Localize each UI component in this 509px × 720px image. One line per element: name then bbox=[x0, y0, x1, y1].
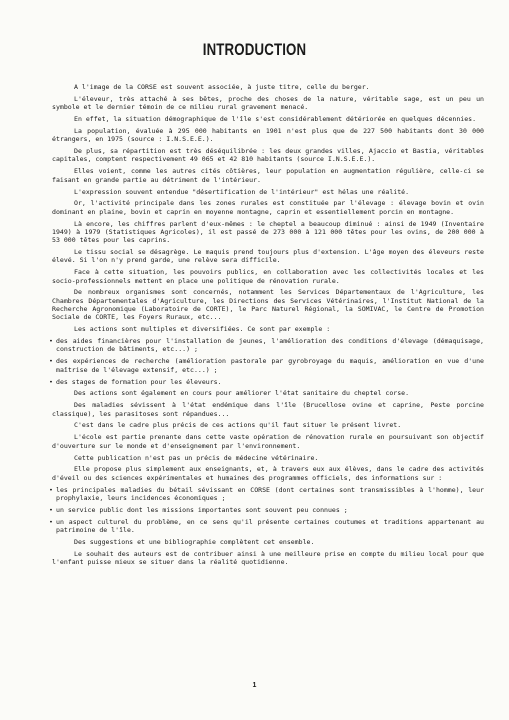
paragraph-text: Des suggestions et une bibliographie complètent cet ensemble. bbox=[74, 537, 315, 546]
bullet-dot-icon: • bbox=[49, 357, 53, 366]
bullet-item bbox=[49, 517, 484, 535]
paragraph-text: De plus, sa répartition est très déséquilibrée : les deux grandes villes, Ajaccio et Bastia, véritables capitales, comptent respectivement 49 065 et 42 810 habitants (source I.N.S.E.E.). bbox=[52, 147, 484, 164]
paragraph bbox=[52, 465, 484, 482]
paragraph bbox=[52, 95, 484, 112]
bullet-dot-icon: • bbox=[49, 337, 53, 346]
bullet-dot-icon: • bbox=[49, 505, 53, 514]
paragraph-text: A l'image de la CORSE est souvent associée, à juste titre, celle du berger. bbox=[74, 83, 370, 91]
page-title: INTRODUCTION bbox=[202, 40, 307, 59]
paragraph bbox=[52, 167, 484, 184]
paragraph-text: des expériences de recherche (amélioration pastorale par gyrobroyage du maquis, amélioration en vue d'une maîtrise de l'élevage extensif, etc...) ; bbox=[56, 357, 484, 374]
page-number: 1 bbox=[252, 682, 257, 689]
paragraph-text: Des actions sont également en cours pour améliorer l'état sanitaire du cheptel corse. bbox=[74, 389, 410, 398]
paragraph-text: des aides financières pour l'installation de jeunes, l'amélioration des conditions d'élevage (démaquisage, construction de bâtiments, etc...) ; bbox=[56, 337, 484, 354]
paragraph-text: Or, l'activité principale dans les zones rurales est constituée par l'élevage : élevage bovin et ovin dominant en plaine, bovin et caprin en moyenne montagne, caprin et essentiellement porcin en montagne. bbox=[52, 199, 484, 216]
paragraph-text: des stages de formation pour les éleveurs. bbox=[56, 377, 222, 386]
paragraph bbox=[52, 433, 484, 450]
paragraph-text: Des maladies sévissent à l'état endémique dans l'île (Brucellose ovine et caprine, Peste porcine classique), les parasitoses sont répandues... bbox=[52, 401, 484, 418]
bullet-dot-icon: • bbox=[49, 377, 53, 386]
paragraph-text: C'est dans le cadre plus précis de ces actions qu'il faut situer le présent livret. bbox=[74, 421, 402, 430]
paragraph-text: Elle propose plus simplement aux enseignants, et, à travers eux aux élèves, dans le cadre des activités d'éveil ou des sciences expérimentales et humaines des programmes officiels, des informations sur : bbox=[52, 465, 484, 482]
paragraph-text: L'éleveur, très attaché à ses bêtes, proche des choses de la nature, véritable sage, est un peu un symbole et le dernier témoin de ce milieu rural gravement menacé. bbox=[52, 94, 484, 112]
paragraph bbox=[52, 538, 484, 546]
paragraph bbox=[52, 147, 484, 164]
paragraph-text: Elles voient, comme les autres cités côtières, leur population en augmentation régulière, celle-ci se faisant en grande partie au détriment de l'intérieur. bbox=[52, 167, 484, 184]
paragraph-text: Là encore, les chiffres parlent d'eux-mêmes : le cheptel a beaucoup diminué : ainsi de 1949 (Inventaire 1949) à 1979 (Statistiques Agricoles), il est passé de 273 000 à 121 000 têtes pour les ovins, de 200 000 à 53 000 têtes pour les caprins. bbox=[52, 219, 484, 245]
bullet-item bbox=[49, 357, 484, 374]
paragraph-text: L'expression souvent entendue "désertification de l'intérieur" est hélas une réalité. bbox=[74, 187, 410, 196]
paragraph bbox=[52, 550, 484, 567]
paragraph-text: les principales maladies du bétail sévissant en CORSE (dont certaines sont transmissibles à l'homme), leur prophylaxie, leurs incidences économiques ; bbox=[56, 485, 484, 502]
paragraph bbox=[52, 389, 484, 397]
bullet-item bbox=[49, 485, 484, 503]
paragraph bbox=[52, 220, 484, 245]
bullet-item bbox=[49, 377, 484, 386]
paragraph bbox=[52, 188, 484, 196]
paragraph bbox=[52, 127, 484, 144]
body-text bbox=[49, 83, 484, 570]
paragraph-text: L'école est partie prenante dans cette vaste opération de rénovation rurale en poursuivant son objectif d'ouverture sur le monde et d'enseignement par l'environnement. bbox=[52, 433, 484, 450]
paragraph-text: un aspect culturel du problème, en ce sens qu'il présente certaines coutumes et traditions appartenant au patrimoine de l'île. bbox=[56, 517, 484, 535]
paragraph bbox=[52, 115, 484, 123]
paragraph-text: En effet, la situation démographique de l'île s'est considérablement détériorée en quelques décennies. bbox=[74, 115, 477, 124]
paragraph-text: un service public dont les missions importantes sont souvent peu connues ; bbox=[56, 505, 348, 514]
paragraph bbox=[52, 83, 484, 91]
paragraph bbox=[52, 325, 484, 333]
paragraph bbox=[52, 288, 484, 321]
paragraph bbox=[52, 421, 484, 429]
bullet-item bbox=[49, 505, 484, 514]
paragraph bbox=[52, 268, 484, 285]
paragraph-text: Les actions sont multiples et diversifiées. Ce sont par exemple : bbox=[74, 325, 331, 334]
paragraph-text: Le tissu social se désagrège. Le maquis prend toujours plus d'extension. L'âge moyen des éleveurs reste élevé. Si l'on n'y prend garde, une relève sera difficile. bbox=[52, 248, 484, 265]
bullet-item bbox=[49, 337, 484, 354]
bullet-dot-icon: • bbox=[49, 485, 53, 494]
paragraph-text: Le souhait des auteurs est de contribuer ainsi à une meilleure prise en compte du milieu local pour que l'enfant puisse mieux se situer dans la réalité quotidienne. bbox=[52, 549, 484, 567]
paragraph-text: La population, évaluée à 295 000 habitants en 1901 n'est plus que de 227 500 habitants dont 30 000 étrangers, en 1975 (source : I.N.S.E.E.). bbox=[52, 126, 484, 144]
paragraph bbox=[52, 401, 484, 418]
paragraph bbox=[52, 199, 484, 216]
paragraph-text: De nombreux organismes sont concernés, notamment les Services Départementaux de l'Agriculture, les Chambres Départementales d'Agriculture, les Directions des Services Vétérinaires, l'Institut National de la Recherche Agronomique (Laboratoire de CORTE), le Parc Naturel Régional, la SOMIVAC, le Centre de Promotion Sociale de CORTE, les Foyers Ruraux, etc... bbox=[52, 288, 484, 322]
paragraph bbox=[52, 248, 484, 265]
bullet-dot-icon: • bbox=[49, 517, 53, 526]
paragraph-text: Face à cette situation, les pouvoirs publics, en collaboration avec les collectivités locales et les socio-professionnels mettent en place une politique de rénovation rurale. bbox=[52, 268, 484, 285]
paragraph-text: Cette publication n'est pas un précis de médecine vétérinaire. bbox=[74, 453, 319, 462]
paragraph bbox=[52, 454, 484, 462]
